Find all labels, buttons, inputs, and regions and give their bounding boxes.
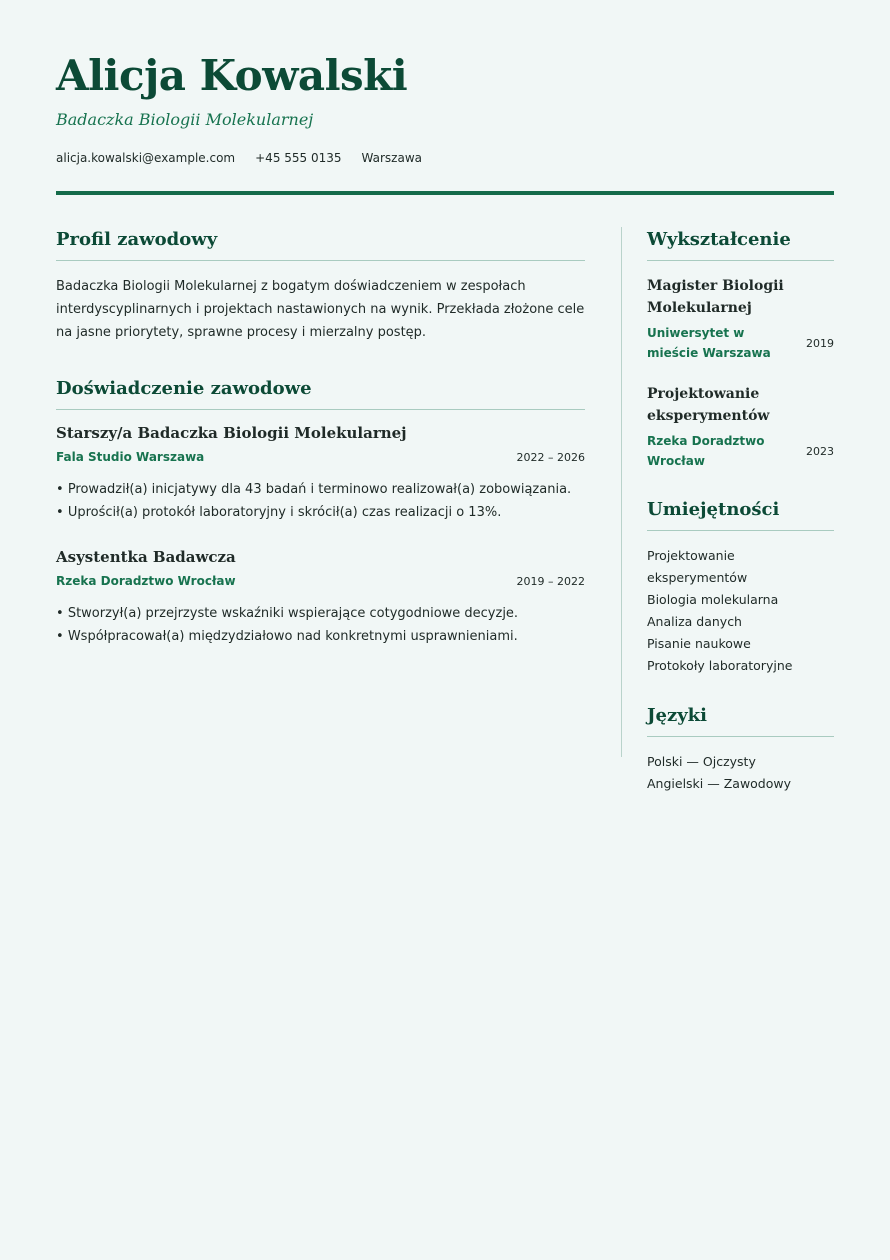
- candidate-name: Alicja Kowalski: [56, 51, 408, 100]
- profile-section: [56, 227, 585, 344]
- education-heading: Wykształcenie: [647, 229, 791, 250]
- section-divider: [56, 409, 585, 410]
- job-bullet: • Współpracował(a) międzydziałowo nad konkretnymi usprawnieniami.: [56, 625, 585, 648]
- education-degree: Projektowanie eksperymentów: [647, 386, 770, 424]
- education-degree: Magister Biologii Molekularnej: [647, 278, 784, 316]
- side-column: [647, 227, 834, 795]
- skills-list: [647, 545, 834, 677]
- job-meta: [56, 574, 585, 588]
- experience-heading: Doświadczenie zawodowe: [56, 378, 312, 399]
- job-company: Fala Studio Warszawa: [56, 450, 205, 464]
- job-entry: [56, 424, 585, 524]
- job-entry: [56, 548, 585, 648]
- skills-section: [647, 497, 834, 677]
- section-divider: [56, 260, 585, 261]
- education-school: Rzeka Doradztwo Wrocław: [647, 434, 765, 468]
- skill-item: Projektowanie eksperymentów: [647, 548, 748, 585]
- job-dates: 2022 – 2026: [516, 451, 585, 464]
- languages-list: [647, 751, 834, 795]
- job-company: Rzeka Doradztwo Wrocław: [56, 574, 236, 588]
- job-bullets: [56, 478, 585, 524]
- skills-heading: Umiejętności: [647, 499, 780, 520]
- experience-section: [56, 376, 585, 648]
- skill-item: Pisanie naukowe: [647, 636, 751, 651]
- section-divider: [647, 736, 834, 737]
- contact-line: [56, 151, 834, 165]
- content-columns: [56, 227, 834, 795]
- education-year: 2023: [806, 444, 834, 458]
- education-section: [647, 227, 834, 471]
- job-meta: [56, 450, 585, 464]
- languages-heading: Języki: [647, 705, 707, 726]
- candidate-title: Badaczka Biologii Molekularnej: [56, 110, 314, 129]
- section-divider: [647, 260, 834, 261]
- section-divider: [647, 530, 834, 531]
- job-bullet: • Prowadził(a) inicjatywy dla 43 badań i terminowo realizował(a) zobowiązania.: [56, 478, 585, 501]
- resume-header: [56, 0, 834, 195]
- job-title: Starszy/a Badaczka Biologii Molekularnej: [56, 424, 407, 442]
- main-column: [56, 227, 585, 795]
- header-divider: [56, 191, 834, 195]
- education-school: Uniwersytet w mieście Warszawa: [647, 326, 771, 360]
- contact-email[interactable]: alicja.kowalski@example.com: [56, 151, 236, 165]
- job-bullet: • Stworzył(a) przejrzyste wskaźniki wspierające cotygodniowe decyzje.: [56, 602, 585, 625]
- education-year: 2019: [806, 336, 834, 350]
- languages-section: [647, 703, 834, 795]
- education-entry: [647, 383, 834, 471]
- education-entry: [647, 275, 834, 363]
- column-divider: [621, 227, 622, 757]
- skill-item: Biologia molekularna: [647, 592, 779, 607]
- contact-city: Warszawa: [361, 151, 422, 165]
- skill-item: Protokoły laboratoryjne: [647, 658, 793, 673]
- education-meta: [647, 323, 834, 363]
- profile-heading: Profil zawodowy: [56, 229, 218, 250]
- profile-text: Badaczka Biologii Molekularnej z bogatym doświadczeniem w zespołach interdyscyplinarnych i projektach nastawionych na wynik. Przekłada złożone cele na jasne priorytety, sprawne procesy i mierzalny postęp.: [56, 279, 585, 340]
- contact-phone[interactable]: +45 555 0135: [255, 151, 342, 165]
- job-bullets: [56, 602, 585, 648]
- job-dates: 2019 – 2022: [516, 575, 585, 588]
- education-meta: [647, 431, 834, 471]
- language-item: Polski — Ojczysty: [647, 754, 756, 769]
- job-bullet: • Uprościł(a) protokół laboratoryjny i skrócił(a) czas realizacji o 13%.: [56, 501, 585, 524]
- language-item: Angielski — Zawodowy: [647, 776, 792, 791]
- skill-item: Analiza danych: [647, 614, 742, 629]
- job-title: Asystentka Badawcza: [56, 548, 236, 566]
